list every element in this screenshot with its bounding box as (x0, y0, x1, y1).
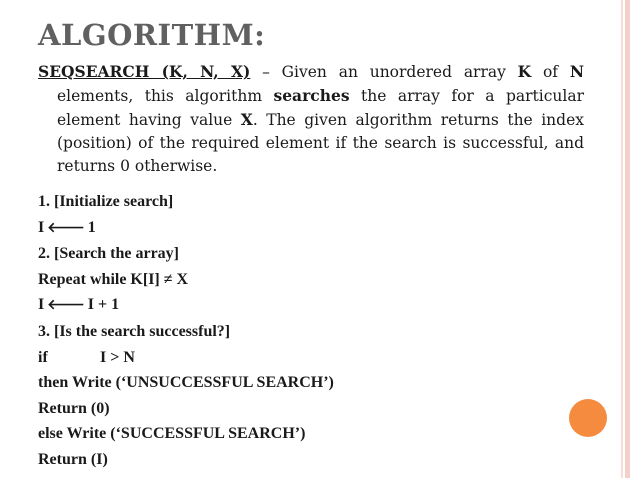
desc-n: N (569, 62, 584, 81)
desc-of: of (531, 63, 570, 81)
desc-text-4: . The given algorithm returns the index (position) of the required element if the search is successful, and returns 0 otherwise. (57, 111, 584, 175)
if-keyword: if (38, 348, 48, 366)
assign-value: I + 1 (87, 296, 120, 314)
code-line: Return (0) (38, 399, 110, 417)
step-line: 2. [Search the array] (38, 245, 179, 263)
desc-text-1: – Given an unordered array (250, 63, 518, 81)
if-line (38, 345, 334, 371)
assign-var: I (38, 296, 45, 314)
desc-x: X (240, 110, 253, 129)
step-line: 3. [Is the search successful?] (38, 322, 231, 340)
algorithm-description (38, 60, 584, 178)
desc-text-2: elements, this algorithm (57, 87, 274, 105)
code-line: else Write (‘SUCCESSFUL SEARCH’) (38, 425, 306, 443)
left-arrow-icon: 🡐 (47, 297, 85, 314)
assign-line (38, 215, 334, 242)
step-line: 1. [Initialize search] (38, 193, 174, 210)
slide-title: ALGORITHM: (38, 18, 266, 52)
desc-k: K (517, 62, 532, 81)
algorithm-signature: SEQSEARCH (K, N, X) (38, 62, 251, 81)
edge-bar (625, 0, 630, 478)
desc-text-3: the array for a particular element having value (57, 87, 584, 129)
assign-value: 1 (87, 218, 96, 236)
desc-searches: searches (273, 86, 350, 105)
code-line: Return (I) (38, 450, 108, 468)
assign-line (38, 292, 334, 319)
if-condition: I > N (100, 348, 135, 366)
code-line: Repeat while K[I] ≠ X (38, 270, 189, 288)
left-arrow-icon: 🡐 (47, 219, 85, 236)
algorithm-steps (38, 189, 334, 473)
assign-var: I (38, 218, 45, 236)
accent-dot (569, 399, 607, 437)
edge-bar-thin (621, 0, 623, 478)
code-line: then Write (‘UNSUCCESSFUL SEARCH’) (38, 374, 334, 392)
